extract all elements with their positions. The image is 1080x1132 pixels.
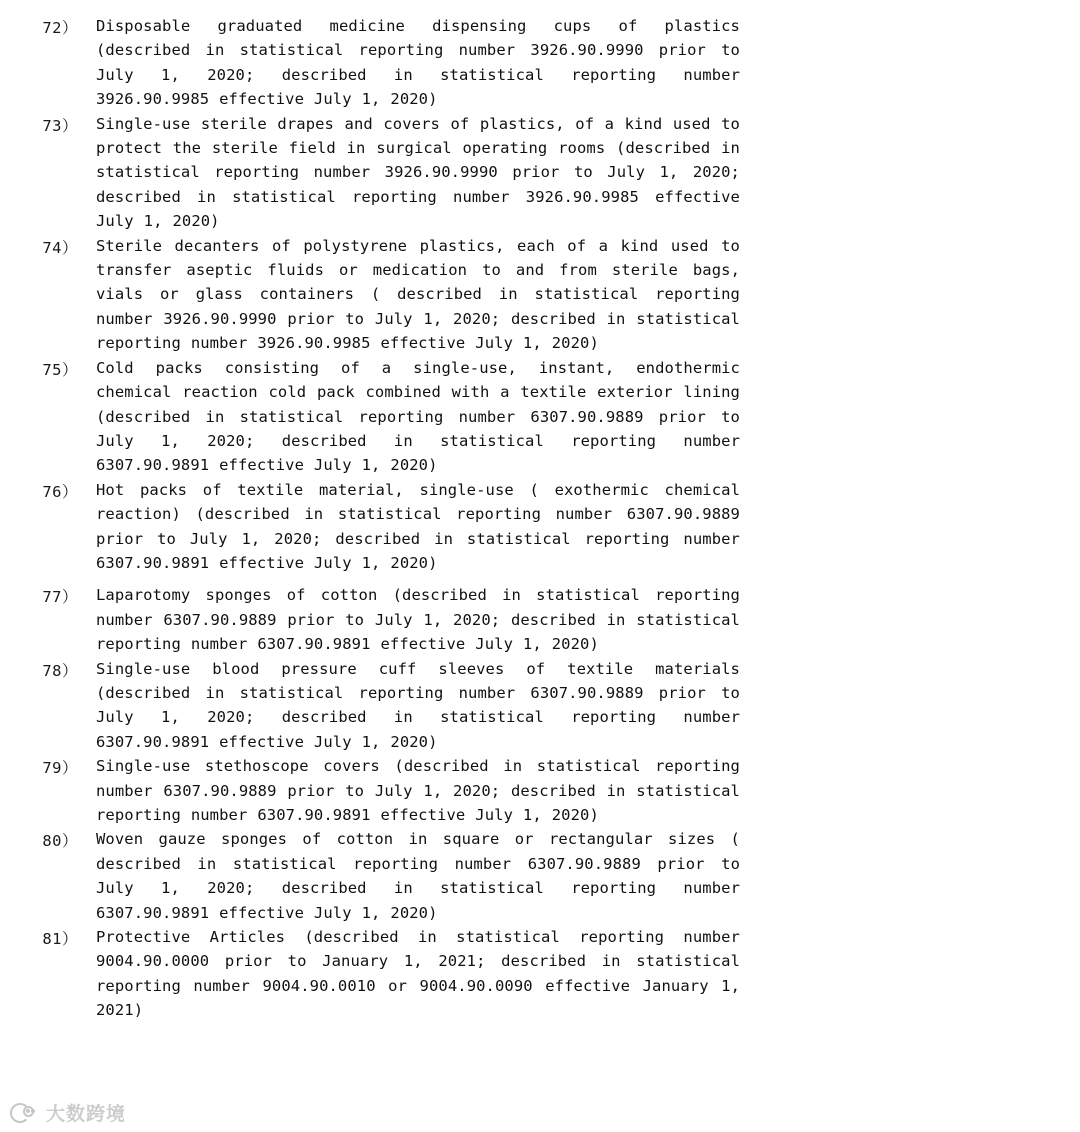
item-number-cell <box>0 583 96 609</box>
item-text: Single-use blood pressure cuff sleeves of textile materials (described in statistical reporting number 6307.90.9889 prior to July 1, 2020; described in statistical reporting number 6307.90.9891 effective July 1, 2020) <box>96 659 740 751</box>
list-item <box>0 754 1080 827</box>
item-number: 76） <box>42 482 78 501</box>
list-item <box>0 583 1080 656</box>
item-text: Sterile decanters of polystyrene plastics, each of a kind used to transfer aseptic fluids or medication to and from sterile bags, vials or glass containers ( described in statistical reporting number 3926.90.9990 prior to July 1, 2020; described in statistical reporting number 3926.90.9985 effective July 1, 2020) <box>96 236 740 353</box>
item-text: Woven gauze sponges of cotton in square or rectangular sizes ( described in statistical reporting number 6307.90.9889 prior to July 1, 2020; described in statistical reporting number 6307.90.9891 effective July 1, 2020) <box>96 830 740 922</box>
list-item <box>0 925 1080 1023</box>
item-number: 75） <box>42 360 78 379</box>
item-number: 81） <box>42 930 78 949</box>
item-number-cell <box>0 14 96 40</box>
list-item <box>0 112 1080 234</box>
list-item <box>0 827 1080 925</box>
item-number-cell <box>0 657 96 683</box>
circles-logo-icon <box>10 1100 40 1126</box>
item-text: Disposable graduated medicine dispensing cups of plastics (described in statistical reporting number 3926.90.9990 prior to July 1, 2020; described in statistical reporting number 3926.90.9985 effective July 1, 2020) <box>96 17 740 109</box>
item-number: 80） <box>42 832 78 851</box>
watermark <box>10 1099 126 1126</box>
item-number-cell <box>0 754 96 780</box>
item-number: 77） <box>42 588 78 607</box>
item-number: 73） <box>42 116 78 135</box>
item-number-cell <box>0 925 96 951</box>
item-number: 74） <box>42 238 78 257</box>
item-number: 72） <box>42 19 78 37</box>
item-text: Protective Articles (described in statistical reporting number 9004.90.0000 prior to January 1, 2021; described in statistical reporting number 9004.90.0010 or 9004.90.0090 effective January 1, 2021) <box>96 928 740 1020</box>
item-number-cell <box>0 234 96 260</box>
list-item <box>0 14 1080 112</box>
item-number: 79） <box>42 759 78 778</box>
item-number-cell <box>0 112 96 138</box>
list-item <box>0 478 1080 576</box>
list-item <box>0 234 1080 356</box>
item-number: 78） <box>42 661 78 680</box>
list-item <box>0 657 1080 755</box>
item-text: Single-use sterile drapes and covers of plastics, of a kind used to protect the sterile field in surgical operating rooms (described in statistical reporting number 3926.90.9990 prior to July 1, 2020; described in statistical reporting number 3926.90.9985 effective July 1, 2020) <box>96 114 740 231</box>
list-item <box>0 356 1080 478</box>
item-text: Laparotomy sponges of cotton (described in statistical reporting number 6307.90.9889 prior to July 1, 2020; described in statistical reporting number 6307.90.9891 effective July 1, 2020) <box>96 586 740 654</box>
item-number-cell <box>0 478 96 504</box>
spacer <box>0 575 1080 583</box>
item-number-cell <box>0 356 96 382</box>
item-number-cell <box>0 827 96 853</box>
item-text: Cold packs consisting of a single-use, instant, endothermic chemical reaction cold pack combined with a textile exterior lining (described in statistical reporting number 6307.90.9889 prior to July 1, 2020; described in statistical reporting number 6307.90.9891 effective July 1, 2020) <box>96 358 740 475</box>
watermark-label: 大数跨境 <box>46 1103 127 1125</box>
item-text: Hot packs of textile material, single-use ( exothermic chemical reaction) (described in statistical reporting number 6307.90.9889 prior to July 1, 2020; described in statistical reporting number 6307.90.9891 effective July 1, 2020) <box>96 480 740 572</box>
item-text: Single-use stethoscope covers (described in statistical reporting number 6307.90.9889 prior to July 1, 2020; described in statistical reporting number 6307.90.9891 effective July 1, 2020) <box>96 757 740 824</box>
